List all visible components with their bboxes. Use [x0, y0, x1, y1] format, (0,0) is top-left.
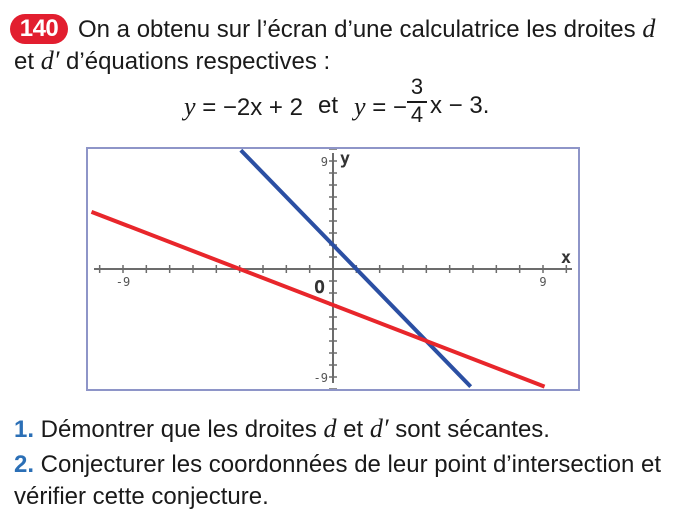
line-d-prime-name: d′ [40, 46, 60, 75]
question-1-number: 1. [14, 416, 35, 443]
equation-d-prime-right: x − 3. [430, 92, 490, 119]
x-tick-label: 9 [539, 275, 547, 289]
exercise-intro-line2 [14, 46, 330, 77]
question-1-var-d-prime: d′ [369, 414, 389, 443]
y-axis-label: y [339, 149, 351, 169]
question-1-text-a: Démontrer que les droites [34, 416, 324, 443]
eq2-mid: = − [365, 94, 407, 121]
graph-svg [88, 149, 578, 389]
question-1-text-c: sont sécantes. [388, 416, 550, 443]
fraction-numerator: 3 [410, 74, 424, 99]
question-2-line-1: Conjecturer les coordonnées de leur point d’intersection et [34, 451, 662, 478]
intro-text: On a obtenu sur l’écran d’une calculatrice les droites [78, 16, 643, 43]
equation-d [184, 92, 303, 122]
x-axis-label: x [560, 248, 572, 268]
exercise-number-badge: 140 [10, 14, 68, 44]
intro-text-2b: d’équations respectives : [59, 48, 331, 75]
y-tick-label: -9 [313, 371, 328, 385]
calculator-screen-graph [86, 147, 580, 391]
eq1-rhs: = −2x + 2 [195, 94, 303, 121]
question-1 [14, 414, 550, 445]
y-tick-label: 9 [320, 155, 328, 169]
eq2-lhs: y [354, 92, 366, 121]
fraction-denominator: 4 [410, 102, 424, 127]
question-2-continued: vérifier cette conjecture. [14, 483, 269, 510]
question-1-var-d: d [323, 414, 337, 443]
line-d-name: d [642, 14, 656, 43]
origin-label: O [314, 277, 325, 298]
exercise-intro-line1 [78, 14, 668, 45]
question-1-text-b: et [336, 416, 370, 443]
equations [180, 74, 600, 130]
series-line-2 [92, 212, 545, 387]
equation-d-prime-left [354, 92, 407, 122]
eq1-lhs: y [184, 92, 196, 121]
equation-connector: et [318, 92, 339, 119]
intro-text-2a: et [14, 48, 41, 75]
question-2 [14, 450, 661, 480]
x-tick-label: -9 [115, 275, 131, 289]
question-2-number: 2. [14, 451, 35, 478]
